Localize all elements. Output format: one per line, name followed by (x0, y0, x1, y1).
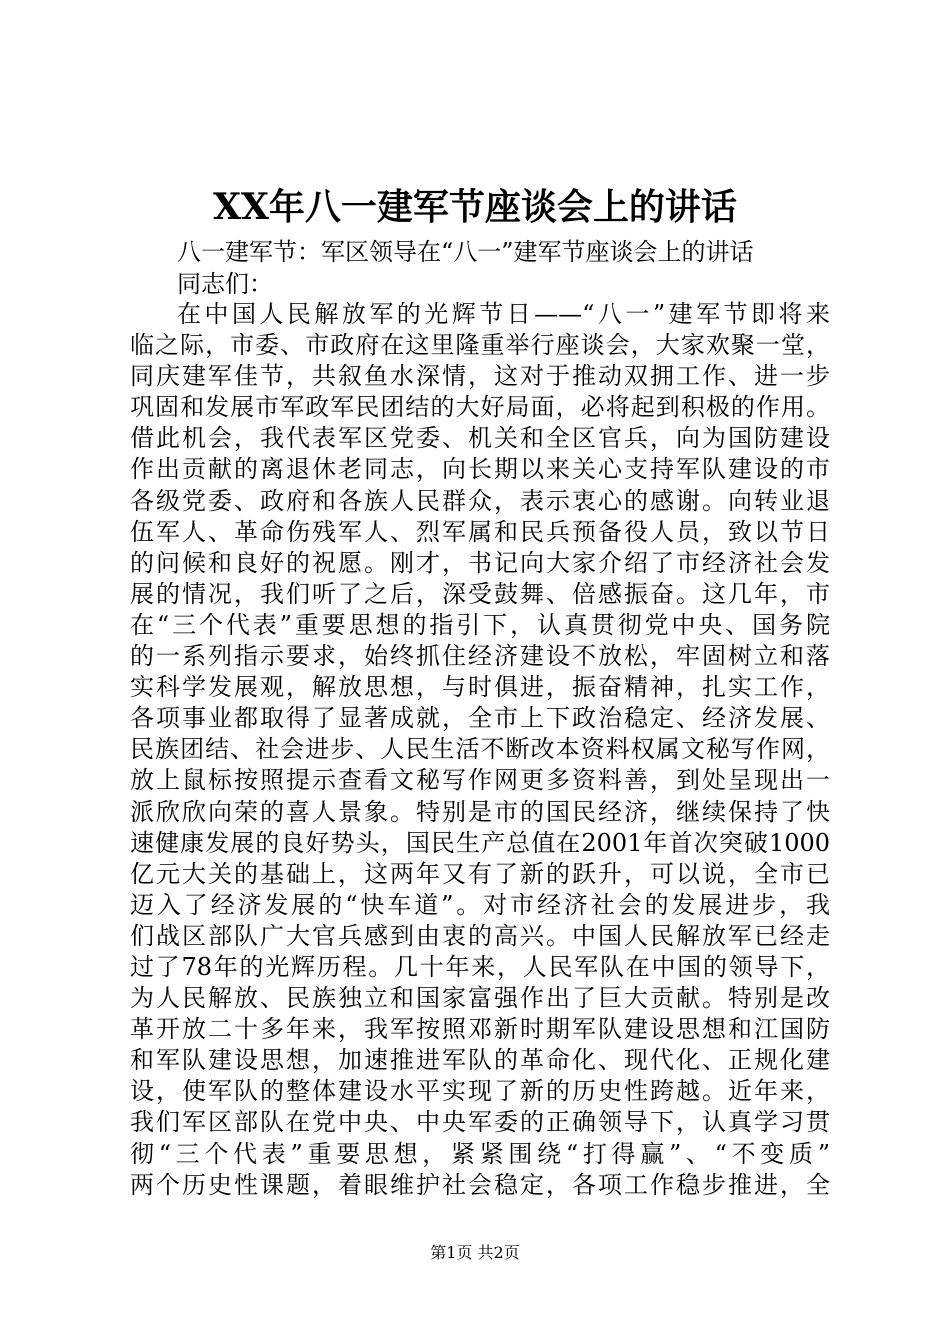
body-line: 放上鼠标按照提示查看文秘写作网更多资料善，到处呈现出一 (130, 766, 830, 795)
body-line: 派欣欣向荣的喜人景象。特别是市的国民经济，继续保持了快 (130, 797, 830, 826)
body-line: 和军队建设思想，加速推进军队的革命化、现代化、正规化建 (130, 1046, 830, 1075)
body-line: 展的情况，我们听了之后，深受鼓舞、倍感振奋。这几年，市 (130, 579, 830, 608)
body-line: 的问候和良好的祝愿。刚才，书记向大家介绍了市经济社会发 (130, 548, 830, 577)
body-line: 的一系列指示要求，始终抓住经济建设不放松，牢固树立和落 (130, 642, 830, 671)
body-line: 在“三个代表”重要思想的指引下，认真贯彻党中央、国务院 (130, 610, 830, 639)
body-paragraph (130, 299, 830, 1201)
body-line: 我们军区部队在党中央、中央军委的正确领导下，认真学习贯 (130, 1108, 830, 1137)
body-line: 设，使军队的整体建设水平实现了新的历史性跨越。近年来， (130, 1077, 830, 1106)
body-line: 速健康发展的良好势头，国民生产总值在2001年首次突破1000 (130, 828, 830, 857)
body-line: 过了78年的光辉历程。几十年来，人民军队在中国的领导下， (130, 952, 830, 981)
body-line: 临之际，市委、市政府在这里隆重举行座谈会，大家欢聚一堂， (130, 331, 830, 360)
body-line: 民族团结、社会进步、人民生活不断改本资料权属文秘写作网， (130, 735, 830, 764)
body-line: 迈入了经济发展的“快车道”。对市经济社会的发展进步，我 (130, 890, 830, 919)
greeting-line: 同志们： (177, 270, 273, 298)
body-line: 同庆建军佳节，共叙鱼水深情，这对于推动双拥工作、进一步 (130, 362, 830, 391)
body-line: 在中国人民解放军的光辉节日——“八一”建军节即将来 (177, 300, 830, 328)
body-line: 彻“三个代表”重要思想，紧紧围绕“打得赢”、“不变质” (130, 1139, 830, 1168)
body-line: 亿元大关的基础上，这两年又有了新的跃升，可以说，全市已 (130, 859, 830, 888)
body-line: 革开放二十多年来，我军按照邓新时期军队建设思想和江国防 (130, 1015, 830, 1044)
body-line: 各项事业都取得了显著成就，全市上下政治稳定、经济发展、 (130, 704, 830, 733)
body-line: 实科学发展观，解放思想，与时俱进，振奋精神，扎实工作， (130, 673, 830, 702)
body-line: 各级党委、政府和各族人民群众，表示衷心的感谢。向转业退 (130, 486, 830, 515)
page-number-footer: 第1页 共2页 (430, 1243, 520, 1262)
body-line: 为人民解放、民族独立和国家富强作出了巨大贡献。特别是改 (130, 984, 830, 1013)
body-line: 们战区部队广大官兵感到由衷的高兴。中国人民解放军已经走 (130, 921, 830, 950)
body-line: 伍军人、革命伤残军人、烈军属和民兵预备役人员，致以节日 (130, 517, 830, 546)
document-subtitle: 八一建军节：军区领导在“八一”建军节座谈会上的讲话 (177, 238, 754, 266)
body-line: 借此机会，我代表军区党委、机关和全区官兵，向为国防建设 (130, 424, 830, 453)
body-line: 巩固和发展市军政军民团结的大好局面，必将起到积极的作用。 (130, 393, 830, 422)
body-line: 两个历史性课题，着眼维护社会稳定，各项工作稳步推进，全 (130, 1170, 830, 1199)
document-title: XX年八一建军节座谈会上的讲话 (213, 186, 737, 228)
body-line: 作出贡献的离退休老同志，向长期以来关心支持军队建设的市 (130, 455, 830, 484)
